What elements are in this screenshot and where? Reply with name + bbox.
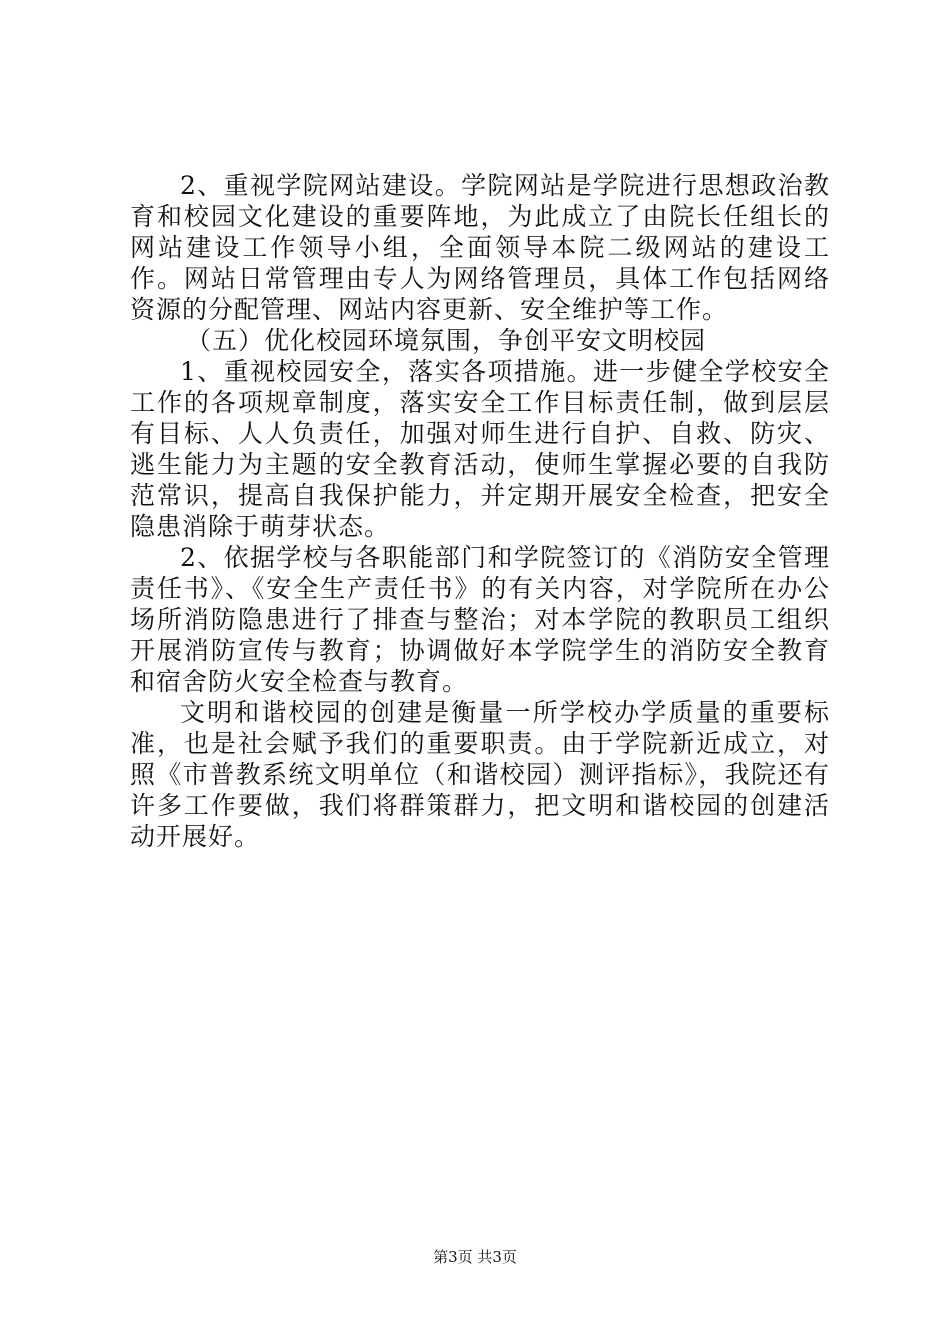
paragraph-website-construction: 2、重视学院网站建设。学院网站是学院进行思想政治教育和校园文化建设的重要阵地，为此成立了由院长任组长的网站建设工作领导小组，全面领导本院二级网站的建设工作。网站日常管理由专人为网络管理员，具体工作包括网络资源的分配管理、网站内容更新、安全维护等工作。 (130, 171, 830, 324)
paragraph-campus-safety: 1、重视校园安全，落实各项措施。进一步健全学校安全工作的各项规章制度，落实安全工作目标责任制，做到层层有目标、人人负责任，加强对师生进行自护、自救、防灾、逃生能力为主题的安全教育活动，使师生掌握必要的自我防范常识，提高自我保护能力，并定期开展安全检查，把安全隐患消除于萌芽状态。 (130, 357, 830, 541)
document-body (130, 170, 830, 852)
section-heading-campus-environment: （五）优化校园环境氛围，争创平安文明校园 (186, 326, 707, 355)
page-footer: 第3页 共3页 (433, 1248, 517, 1266)
paragraph-fire-safety: 2、依据学校与各职能部门和学院签订的《消防安全管理责任书》、《安全生产责任书》的有关内容，对学院所在办公场所消防隐患进行了排查与整治；对本学院的教职员工组织开展消防宣传与教育；协调做好本学院学生的消防安全教育和宿舍防火安全检查与教育。 (130, 543, 830, 696)
paragraph-conclusion: 文明和谐校园的创建是衡量一所学校办学质量的重要标准，也是社会赋予我们的重要职责。由于学院新近成立，对照《市普教系统文明单位（和谐校园）测评指标》，我院还有许多工作要做，我们将群策群力，把文明和谐校园的创建活动开展好。 (130, 698, 830, 851)
